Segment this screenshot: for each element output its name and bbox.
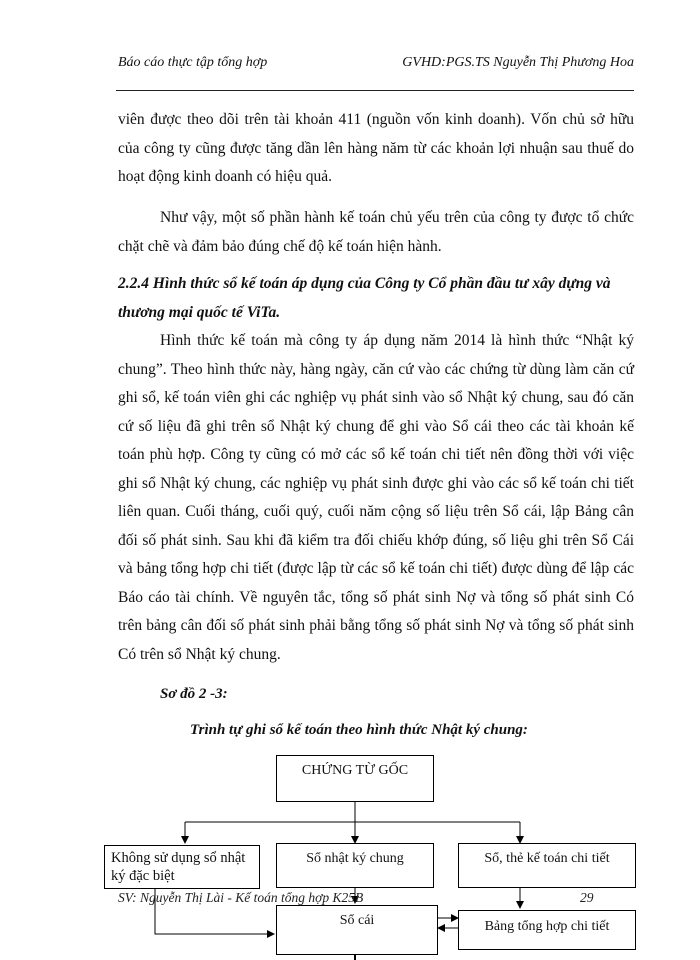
footer-student: SV: Nguyễn Thị Lài - Kế toán tổng hợp K25B [118, 890, 364, 905]
header-left: Báo cáo thực tập tổng hợp [118, 55, 268, 70]
diagram-title: Trình tự ghi sổ kế toán theo hình thức Nhật ký chung: [190, 722, 528, 738]
paragraph-1: viên được theo dõi trên tài khoản 411 (nguồn vốn kinh doanh). Vốn chủ sở hữu của công ty cũng được tăng dần lên hàng năm từ các khoản lợi nhuận sau thuế do hoạt động kinh doanh có hiệu quả. [118, 111, 634, 185]
box-khong-su-dung: Không sử dụng sổ nhật ký đặc biệt [104, 845, 260, 889]
page-number: 29 [580, 890, 594, 905]
box-chung-tu-goc: CHỨNG TỪ GỐC [276, 755, 434, 802]
box-so-nhat-ky-chung: Sổ nhật ký chung [276, 843, 434, 888]
box-bang-tong-hop: Bảng tổng hợp chi tiết [458, 910, 636, 950]
box-so-the-chi-tiet: Sổ, thẻ kế toán chi tiết [458, 843, 636, 888]
box-so-cai: Sổ cái [276, 905, 438, 955]
paragraph-3: Hình thức kế toán mà công ty áp dụng năm 2014 là hình thức “Nhật ký chung”. Theo hình thức này, hàng ngày, căn cứ vào các chứng từ dùng làm căn cứ ghi sổ, kế toán viên ghi các nghiệp vụ phát sinh vào sổ Nhật ký chung, sau đó căn cứ số liệu đã ghi trên sổ Nhật ký chung để ghi vào Sổ cái theo các tài khoản kế toán phù hợp. Công ty cũng có mở các sổ kế toán chi tiết nên đồng thời với việc ghi sổ Nhật ký chung, các nghiệp vụ phát sinh được ghi vào các sổ kế toán chi tiết liên quan. Cuối tháng, cuối quý, cuối năm cộng số liệu trên Sổ cái, lập Bảng cân đối số phát sinh. Sau khi đã kiểm tra đối chiếu khớp đúng, số liệu ghi trên Sổ Cái và bảng tổng hợp chi tiết (được lập từ các sổ kế toán chi tiết) được dùng để lập các Báo cáo tài chính. Về nguyên tắc, tổng số phát sinh Nợ và tổng số phát sinh Có trên bảng cân đối số phát sinh phải bằng tổng số phát sinh Nợ và tổng số phát sinh Có trên sổ Nhật ký chung. [118, 332, 634, 663]
section-heading: 2.2.4 Hình thức sổ kế toán áp dụng của Công ty Cổ phần đầu tư xây dựng và thương mại quốc tế ViTa. [118, 275, 611, 321]
diagram-label: Sơ đồ 2 -3: [160, 686, 228, 702]
paragraph-2: Như vậy, một số phần hành kế toán chủ yếu trên của công ty được tổ chức chặt chẽ và đảm bảo đúng chế độ kế toán hiện hành. [118, 209, 634, 255]
header-right: GVHD:PGS.TS Nguyễn Thị Phương Hoa [402, 55, 634, 70]
